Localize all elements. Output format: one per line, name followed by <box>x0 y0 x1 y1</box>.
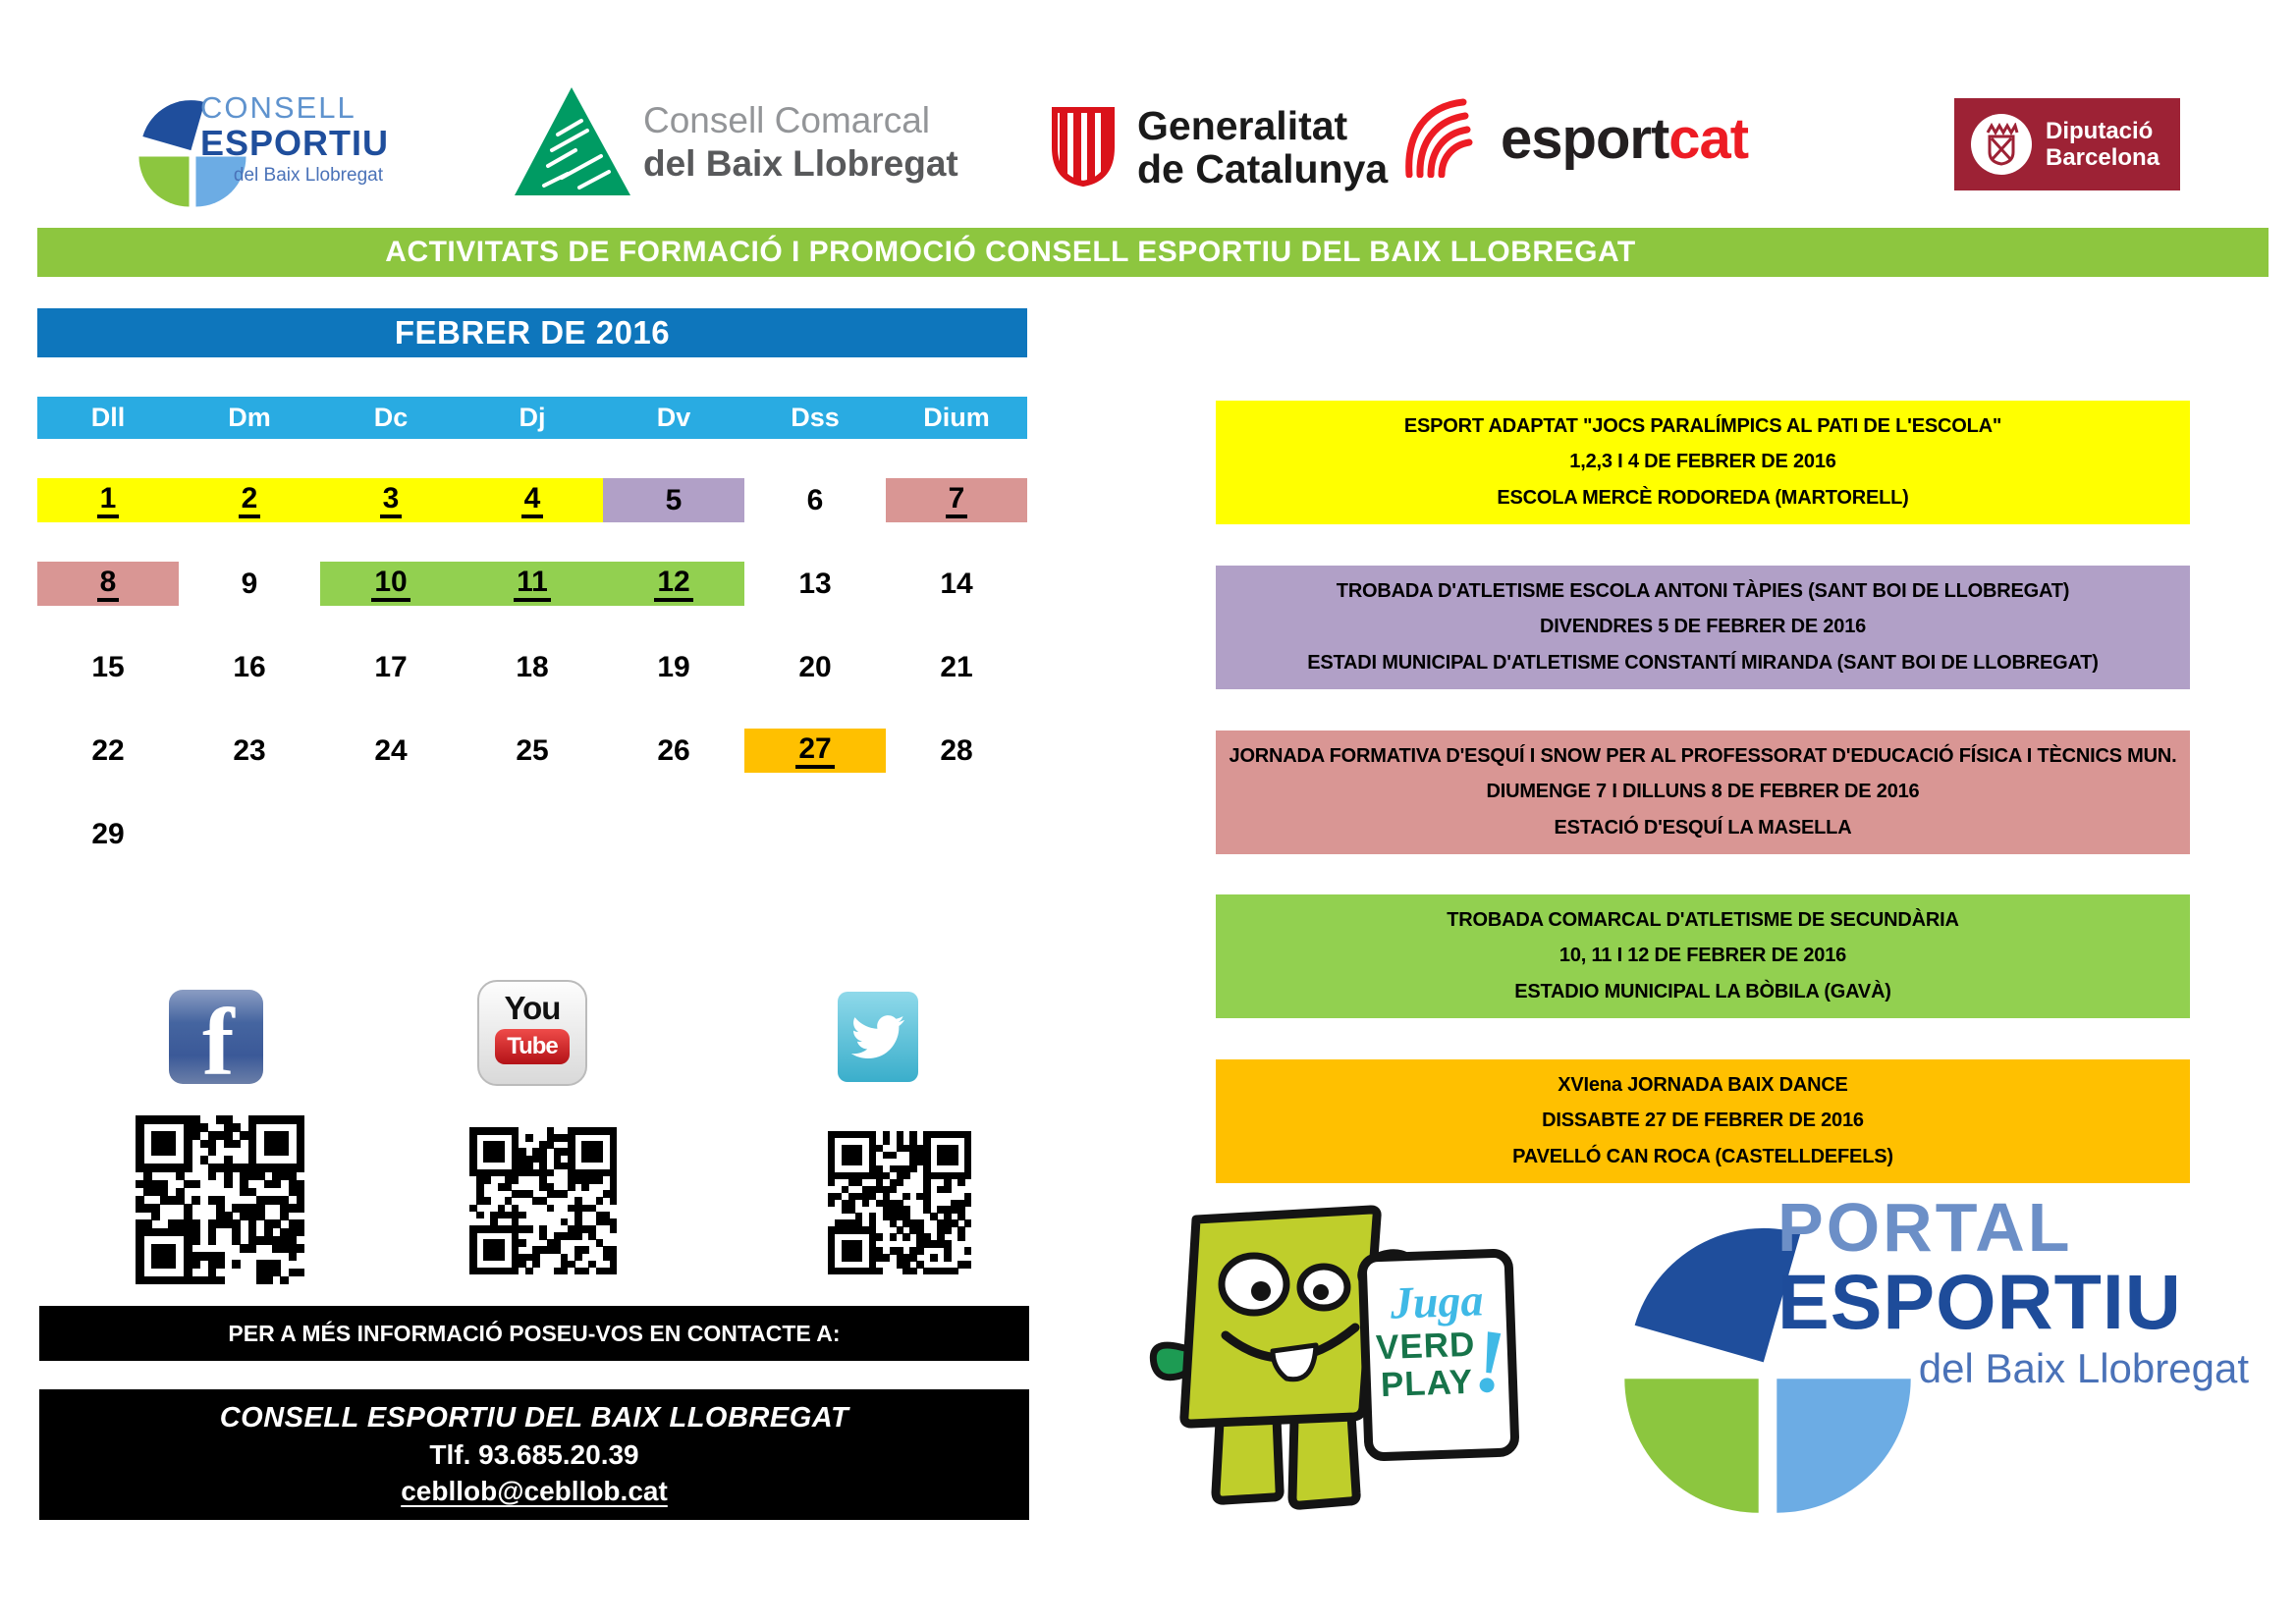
generalitat-logo <box>1137 104 1388 190</box>
event-box-jornada-esqui <box>1216 731 2190 854</box>
calendar-day-cell: 11 <box>462 562 603 606</box>
calendar-day-cell: 6 <box>806 483 824 516</box>
event-box-baix-dance <box>1216 1059 2190 1183</box>
event-date: DIVENDRES 5 DE FEBRER DE 2016 <box>1539 616 1867 638</box>
calendar-day-cell: 28 <box>940 733 973 767</box>
calendar-day-cell <box>179 812 320 856</box>
day-header-dc: Dc <box>373 403 409 432</box>
event-venue: PAVELLÓ CAN ROCA (CASTELLDEFELS) <box>1512 1146 1893 1168</box>
calendar-day-cell: 25 <box>516 733 549 767</box>
sign-play-text: PLAY <box>1380 1362 1474 1404</box>
calendar-grid <box>37 478 1027 895</box>
event-title: TROBADA D'ATLETISME ESCOLA ANTONI TÀPIES (SANT BOI DE LLOBREGAT) <box>1336 579 2070 602</box>
calendar-week-row <box>37 812 1027 856</box>
event-venue: ESCOLA MERCÈ RODOREDA (MARTORELL) <box>1497 487 1909 510</box>
calendar-day-cell: 19 <box>657 650 690 683</box>
event-venue: ESTADI MUNICIPAL D'ATLETISME CONSTANTÍ MIRANDA (SANT BOI DE LLOBREGAT) <box>1307 652 2099 675</box>
portal-line3: del Baix Llobregat <box>1918 1345 2249 1391</box>
calendar-day-cell: 1 <box>37 478 179 522</box>
diputacio-line1: Diputació <box>2046 118 2154 144</box>
calendar-day-cell: 8 <box>37 562 179 606</box>
twitter-icon[interactable] <box>838 992 918 1082</box>
event-date: 1,2,3 I 4 DE FEBRER DE 2016 <box>1569 451 1836 473</box>
esportcat-logo <box>1501 106 1748 172</box>
calendar-week-row <box>37 645 1027 689</box>
event-venue: ESTACIÓ D'ESQUÍ LA MASELLA <box>1554 817 1852 839</box>
calendar-day-cell: 18 <box>516 650 549 683</box>
calendar-day-cell: 4 <box>462 478 603 522</box>
generalitat-line1: Generalitat <box>1137 103 1348 148</box>
facebook-icon[interactable]: f <box>169 990 263 1084</box>
calendar-day-cell: 2 <box>179 478 320 522</box>
event-box-trobada-atletisme-tapies <box>1216 566 2190 689</box>
qr-code-twitter[interactable] <box>828 1131 971 1274</box>
consell-comarcal-line2: del Baix Llobregat <box>643 143 958 184</box>
calendar-day-cell: 24 <box>374 733 408 767</box>
portal-esportiu-logo <box>1777 1188 2249 1392</box>
calendar-day-cell: 17 <box>374 650 408 683</box>
juga-verd-play-mascot <box>1129 1190 1542 1529</box>
event-title: XVIena JORNADA BAIX DANCE <box>1558 1073 1848 1096</box>
portal-line1: PORTAL <box>1777 1189 2073 1266</box>
day-header-dj: Dj <box>519 403 546 432</box>
banner-text: ACTIVITATS DE FORMACIÓ I PROMOCIÓ CONSELL ESPORTIU DEL BAIX LLOBREGAT <box>385 236 1636 268</box>
calendar-week-row <box>37 478 1027 522</box>
contact-details-box <box>39 1389 1029 1520</box>
consell-esportiu-line2: ESPORTIU <box>200 123 390 163</box>
contact-phone: Tlf. 93.685.20.39 <box>429 1438 639 1470</box>
calendar-day-cell <box>462 812 603 856</box>
calendar-day-cell: 5 <box>603 478 744 522</box>
youtube-icon[interactable]: You Tube <box>477 980 587 1086</box>
calendar-day-cell: 16 <box>233 650 266 683</box>
contact-org-name: CONSELL ESPORTIU DEL BAIX LLOBREGAT <box>219 1401 849 1434</box>
qr-code-youtube[interactable] <box>469 1127 617 1274</box>
contact-info-header <box>39 1306 1029 1361</box>
calendar-day-cell: 20 <box>798 650 832 683</box>
esportcat-part1: esport <box>1501 107 1669 171</box>
day-header-dium: Dium <box>923 403 990 432</box>
calendar-day-cell: 3 <box>320 478 462 522</box>
twitter-bird-icon <box>849 1012 906 1061</box>
generalitat-shield-icon <box>1047 104 1120 189</box>
calendar-month-header <box>37 308 1027 357</box>
calendar-day-cell: 22 <box>91 733 125 767</box>
calendar-day-cell: 29 <box>91 817 125 850</box>
event-title: ESPORT ADAPTAT "JOCS PARALÍMPICS AL PATI DE L'ESCOLA" <box>1403 414 2002 437</box>
esportcat-waves-icon <box>1402 94 1496 178</box>
calendar-day-cell: 9 <box>241 567 258 600</box>
day-header-dll: Dll <box>90 403 126 432</box>
portal-line2: ESPORTIU <box>1777 1258 2182 1345</box>
event-title: TROBADA COMARCAL D'ATLETISME DE SECUNDÀRIA <box>1447 908 1959 931</box>
calendar-week-row <box>37 562 1027 606</box>
calendar-day-cell: 12 <box>603 562 744 606</box>
event-date: DISSABTE 27 DE FEBRER DE 2016 <box>1542 1110 1864 1132</box>
calendar-day-cell: 27 <box>744 729 886 773</box>
sign-juga-text: Juga <box>1389 1274 1485 1328</box>
esportcat-part2: cat <box>1668 107 1749 171</box>
consell-comarcal-line1: Consell Comarcal <box>643 100 930 140</box>
qr-code-facebook[interactable] <box>136 1115 304 1284</box>
consell-esportiu-logo <box>200 90 390 187</box>
calendar-day-cell <box>744 812 886 856</box>
calendar-day-cell: 13 <box>798 567 832 600</box>
event-box-trobada-secundaria <box>1216 894 2190 1018</box>
calendar-day-headers <box>37 397 1027 439</box>
calendar-week-row <box>37 729 1027 773</box>
calendar-day-cell: 7 <box>886 478 1027 522</box>
day-header-dm: Dm <box>228 403 271 432</box>
calendar-day-cell <box>603 812 744 856</box>
event-date: DIUMENGE 7 I DILLUNS 8 DE FEBRER DE 2016 <box>1486 781 1920 803</box>
diputacio-crest-icon <box>1971 114 2032 175</box>
calendar-day-cell: 26 <box>657 733 690 767</box>
diputacio-line2: Barcelona <box>2046 144 2160 171</box>
sign-verd-text: VERD <box>1375 1325 1476 1368</box>
calendar-day-cell: 21 <box>940 650 973 683</box>
generalitat-line2: de Catalunya <box>1137 146 1389 191</box>
consell-esportiu-line3: del Baix Llobregat <box>233 165 383 186</box>
calendar-day-cell: 23 <box>233 733 266 767</box>
calendar-day-cell: 14 <box>940 567 973 600</box>
calendar-month-title: FEBRER DE 2016 <box>394 314 671 351</box>
contact-info-label: PER A MÉS INFORMACIÓ POSEU-VOS EN CONTACTE A: <box>228 1320 841 1346</box>
day-header-dss: Dss <box>791 403 840 432</box>
event-title: JORNADA FORMATIVA D'ESQUÍ I SNOW PER AL PROFESSORAT D'EDUCACIÓ FÍSICA I TÈCNICS MUN. <box>1229 744 2177 767</box>
event-venue: ESTADIO MUNICIPAL LA BÒBILA (GAVÀ) <box>1514 981 1891 1003</box>
calendar-day-cell <box>886 812 1027 856</box>
diputacio-barcelona-logo <box>1954 98 2180 190</box>
calendar-day-cell: 10 <box>320 562 462 606</box>
event-date: 10, 11 I 12 DE FEBRER DE 2016 <box>1558 945 1847 967</box>
consell-comarcal-logo <box>643 100 958 185</box>
event-box-esport-adaptat <box>1216 401 2190 524</box>
title-banner <box>37 228 2269 277</box>
calendar-day-cell <box>320 812 462 856</box>
juga-verd-play-sign <box>1357 1248 1519 1461</box>
contact-email-link[interactable]: cebllob@cebllob.cat <box>401 1476 668 1507</box>
day-header-dv: Dv <box>656 403 691 432</box>
consell-esportiu-line1: CONSELL <box>200 90 356 125</box>
consell-comarcal-triangle-icon <box>511 83 634 199</box>
sign-exclamation: ! <box>1468 1309 1513 1413</box>
calendar-day-cell: 15 <box>91 650 125 683</box>
